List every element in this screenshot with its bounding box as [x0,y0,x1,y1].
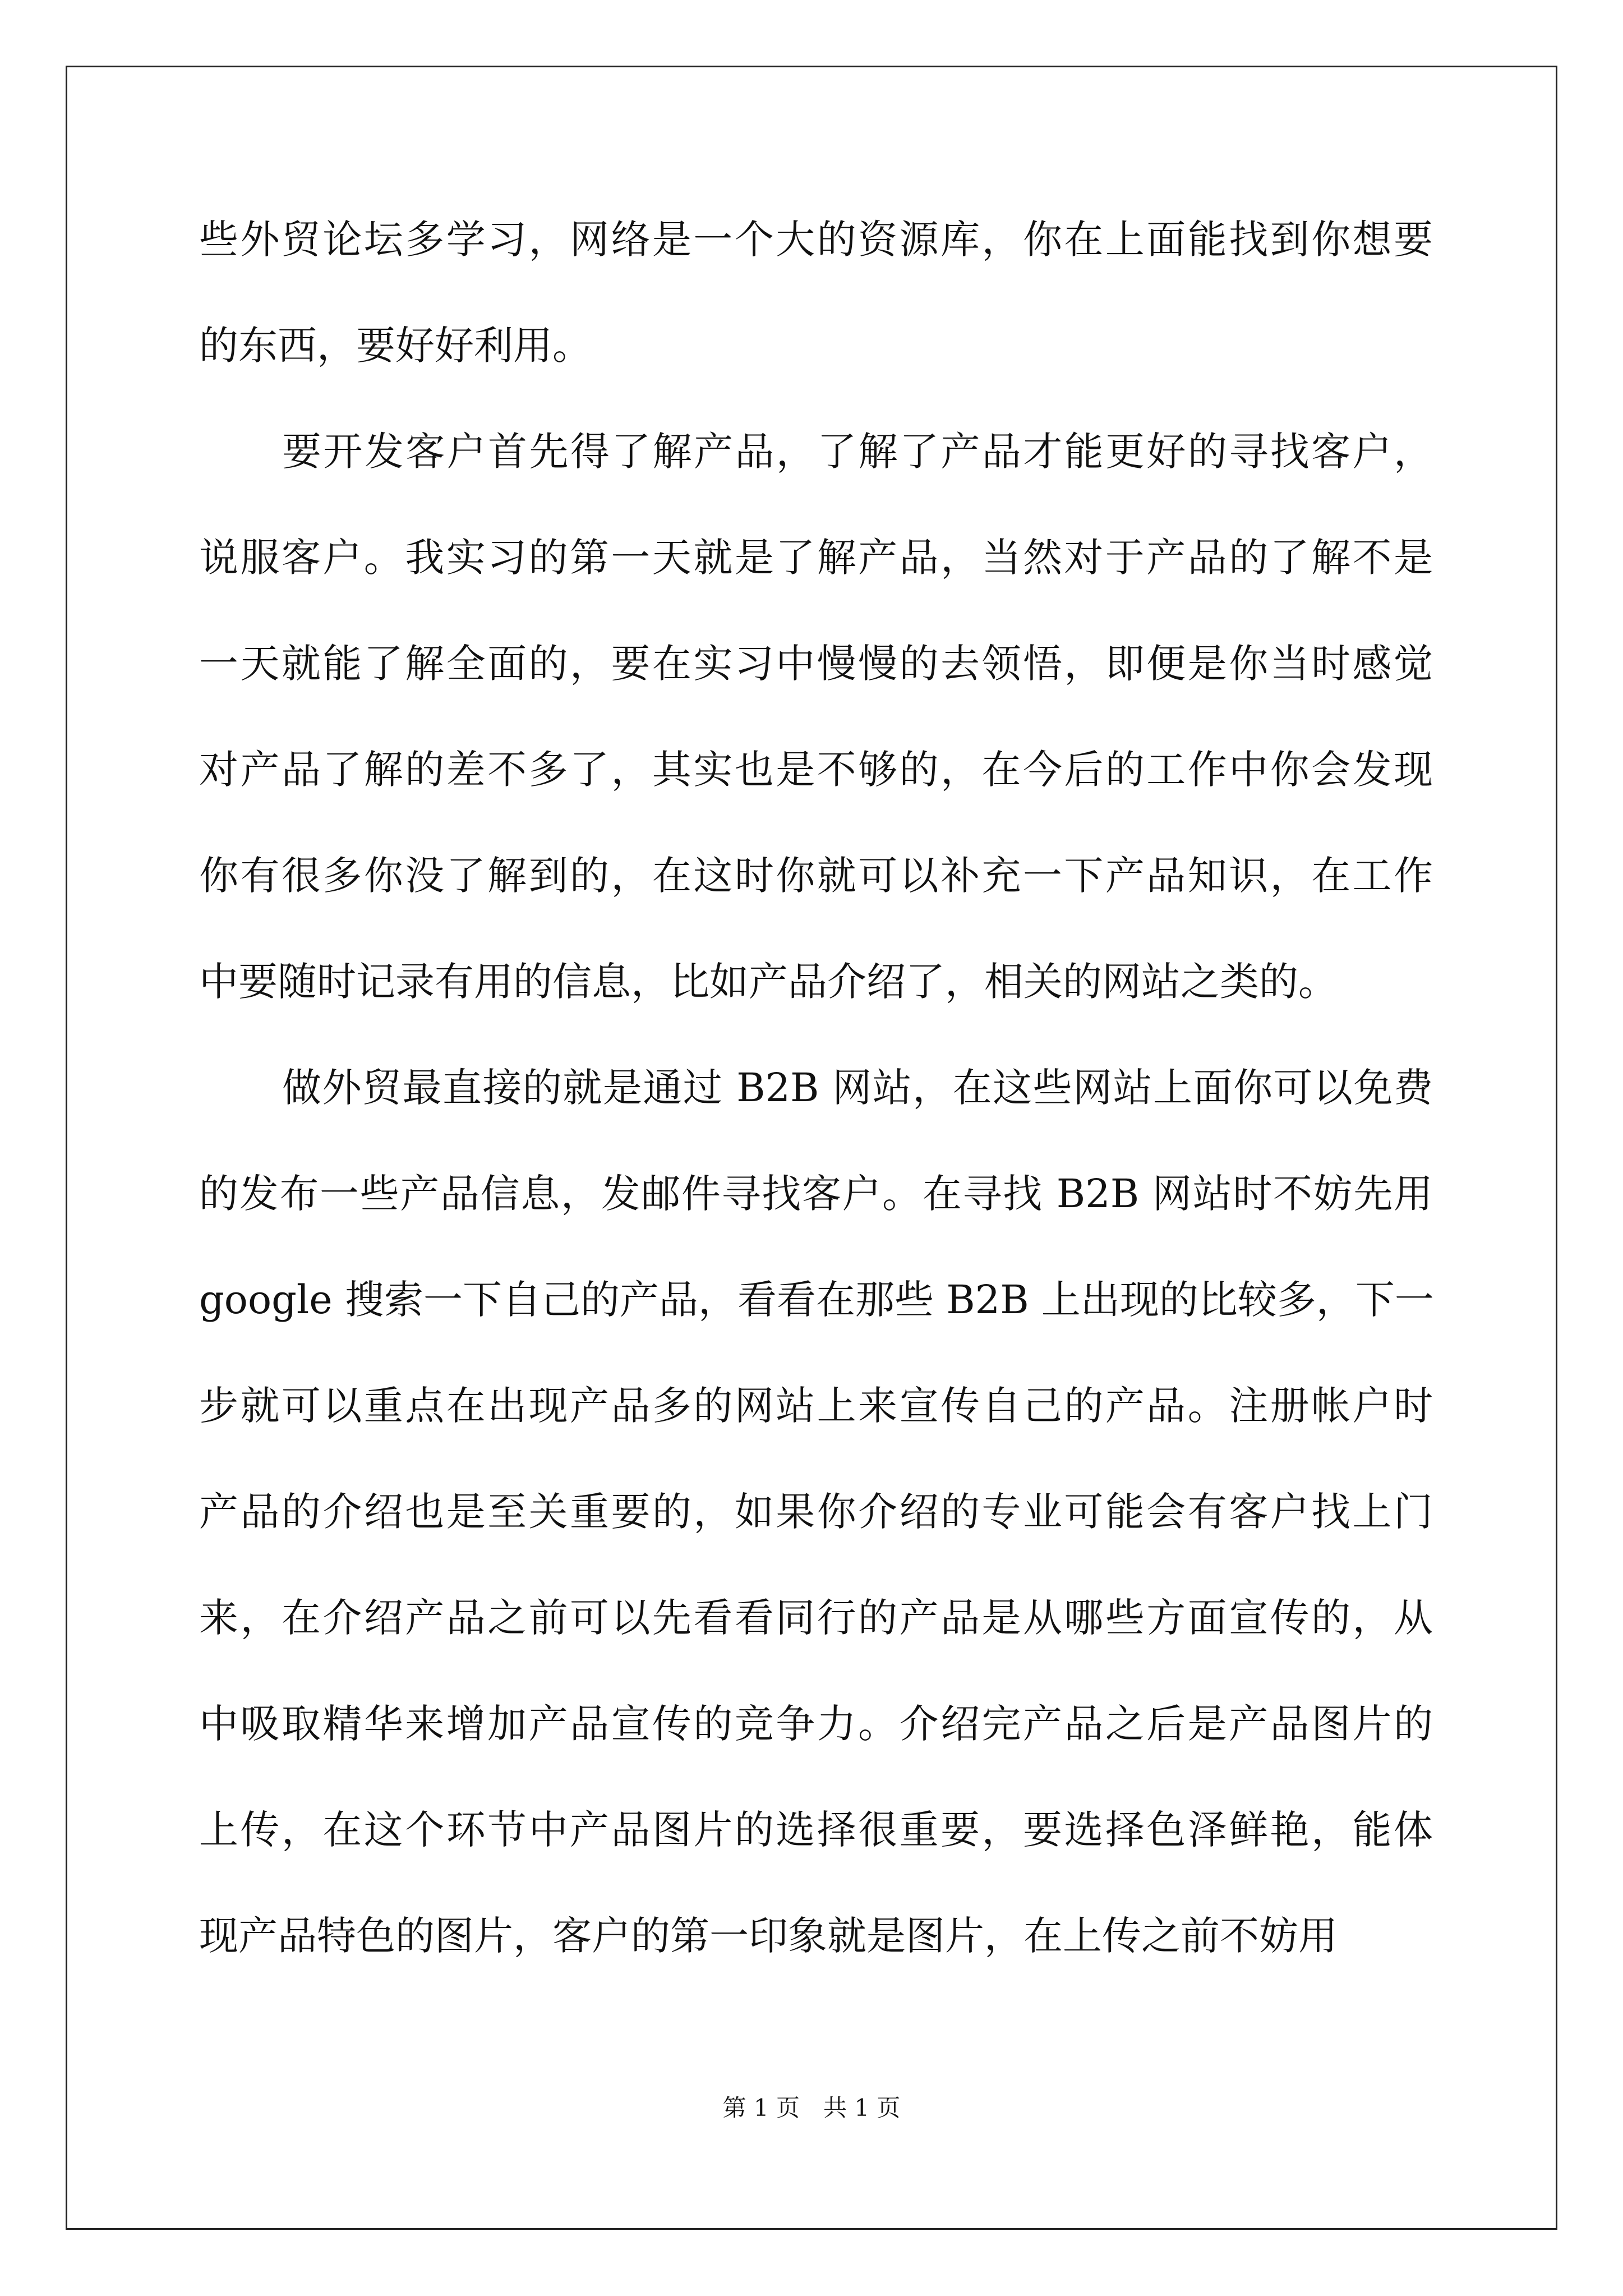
text-line: 要开发客户首先得了解产品，了解了产品才能更好的寻找客户， [282,429,1433,475]
page-number-footer: 第 1 页 共 1 页 [722,2094,901,2122]
text-line: 中吸取精华来增加产品宣传的竞争力。介绍完产品之后是产品图片的 [199,1701,1433,1747]
text-line: 的东西，要好好利用。 [199,323,592,369]
document-body [199,213,1433,2016]
text-line: 做外贸最直接的就是通过 B2B 网站，在这些网站上面你可以免费 [282,1065,1433,1111]
text-line: 现产品特色的图片，客户的第一印象就是图片，在上传之前不妨用 [199,1913,1338,1959]
text-line: 来，在介绍产品之前可以先看看同行的产品是从哪些方面宣传的，从 [199,1595,1433,1641]
text-line: 一天就能了解全面的，要在实习中慢慢的去领悟，即便是你当时感觉 [199,641,1433,687]
text-line: 中要随时记录有用的信息，比如产品介绍了，相关的网站之类的。 [199,959,1338,1005]
text-line: 的发布一些产品信息，发邮件寻找客户。在寻找 B2B 网站时不妨先用 [199,1171,1433,1217]
text-line: 上传，在这个环节中产品图片的选择很重要，要选择色泽鲜艳，能体 [199,1807,1433,1853]
text-line: 步就可以重点在出现产品多的网站上来宣传自己的产品。注册帐户时 [199,1383,1433,1429]
text-line: 对产品了解的差不多了，其实也是不够的，在今后的工作中你会发现 [199,747,1433,793]
text-line: google 搜索一下自己的产品，看看在那些 B2B 上出现的比较多，下一 [199,1277,1434,1323]
text-line: 你有很多你没了解到的，在这时你就可以补充一下产品知识，在工作 [199,853,1433,899]
text-line: 些外贸论坛多学习，网络是一个大的资源库，你在上面能找到你想要 [199,217,1433,263]
text-line: 产品的介绍也是至关重要的，如果你介绍的专业可能会有客户找上门 [199,1489,1433,1535]
text-line: 说服客户。我实习的第一天就是了解产品，当然对于产品的了解不是 [199,535,1433,581]
